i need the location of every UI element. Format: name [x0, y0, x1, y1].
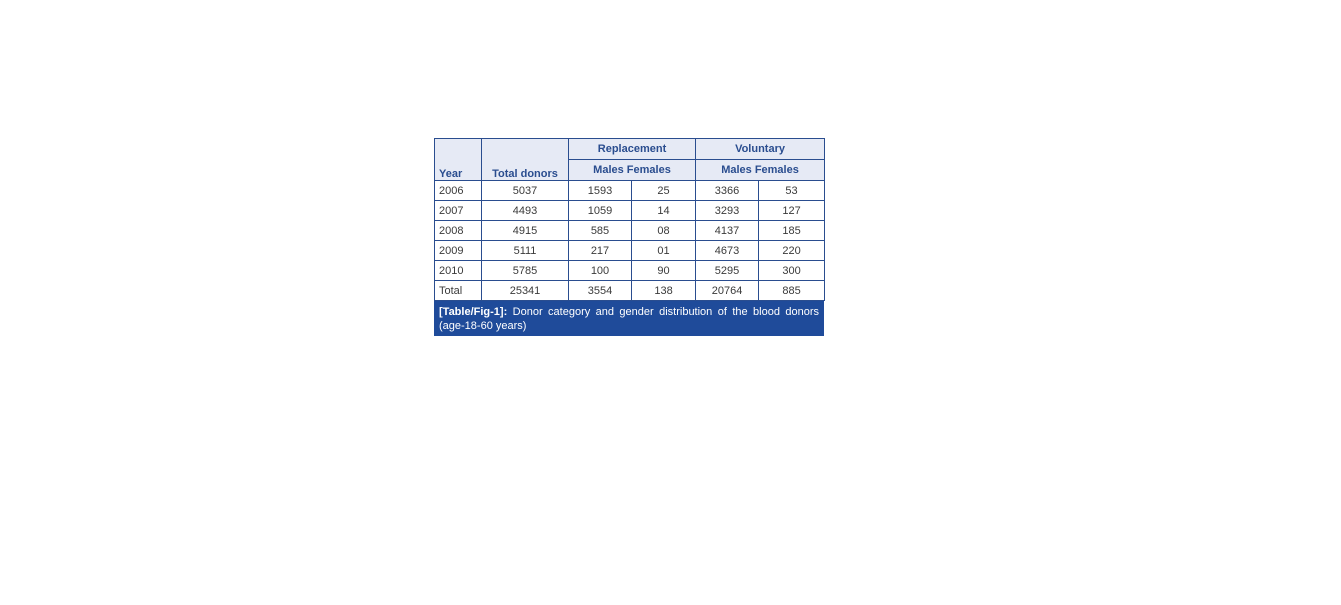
- cell-replacement-males: 1593: [569, 181, 632, 201]
- header-replacement-sub: Males Females: [569, 160, 696, 181]
- header-total-donors: Total donors: [482, 139, 569, 181]
- caption-label: [Table/Fig-1]:: [439, 306, 508, 318]
- cell-replacement-females: 25: [632, 181, 696, 201]
- cell-year: 2008: [435, 221, 482, 241]
- cell-replacement-females: 01: [632, 241, 696, 261]
- cell-voluntary-females: 53: [759, 181, 825, 201]
- cell-replacement-males: 3554: [569, 281, 632, 301]
- header-voluntary-sub: Males Females: [696, 160, 825, 181]
- table-caption: [434, 301, 824, 336]
- cell-voluntary-females: 220: [759, 241, 825, 261]
- cell-year: 2007: [435, 201, 482, 221]
- cell-replacement-males: 1059: [569, 201, 632, 221]
- cell-voluntary-females: 127: [759, 201, 825, 221]
- cell-voluntary-males: 3366: [696, 181, 759, 201]
- table-row-total: [435, 281, 825, 301]
- cell-total: 4915: [482, 221, 569, 241]
- header-replacement: Replacement: [569, 139, 696, 160]
- cell-voluntary-males: 4673: [696, 241, 759, 261]
- donor-table: [434, 138, 825, 301]
- cell-replacement-males: 100: [569, 261, 632, 281]
- table-row: [435, 241, 825, 261]
- header-voluntary: Voluntary: [696, 139, 825, 160]
- cell-voluntary-females: 300: [759, 261, 825, 281]
- header-year: Year: [435, 139, 482, 181]
- cell-total: 5785: [482, 261, 569, 281]
- cell-year: 2010: [435, 261, 482, 281]
- table-row: [435, 221, 825, 241]
- cell-total: 25341: [482, 281, 569, 301]
- cell-voluntary-females: 185: [759, 221, 825, 241]
- cell-replacement-females: 08: [632, 221, 696, 241]
- cell-total: 5037: [482, 181, 569, 201]
- cell-voluntary-females: 885: [759, 281, 825, 301]
- cell-replacement-females: 14: [632, 201, 696, 221]
- cell-replacement-males: 585: [569, 221, 632, 241]
- cell-total: 4493: [482, 201, 569, 221]
- cell-replacement-males: 217: [569, 241, 632, 261]
- cell-total: 5111: [482, 241, 569, 261]
- table-row: [435, 261, 825, 281]
- table-figure: [434, 138, 824, 336]
- cell-replacement-females: 90: [632, 261, 696, 281]
- cell-year: 2006: [435, 181, 482, 201]
- table-row: [435, 181, 825, 201]
- caption-text: Donor category and gender distribution of the blood donors (age-18-60 years): [439, 306, 819, 332]
- cell-year: 2009: [435, 241, 482, 261]
- cell-voluntary-males: 3293: [696, 201, 759, 221]
- cell-voluntary-males: 5295: [696, 261, 759, 281]
- table-row: [435, 201, 825, 221]
- cell-replacement-females: 138: [632, 281, 696, 301]
- cell-year: Total: [435, 281, 482, 301]
- cell-voluntary-males: 20764: [696, 281, 759, 301]
- cell-voluntary-males: 4137: [696, 221, 759, 241]
